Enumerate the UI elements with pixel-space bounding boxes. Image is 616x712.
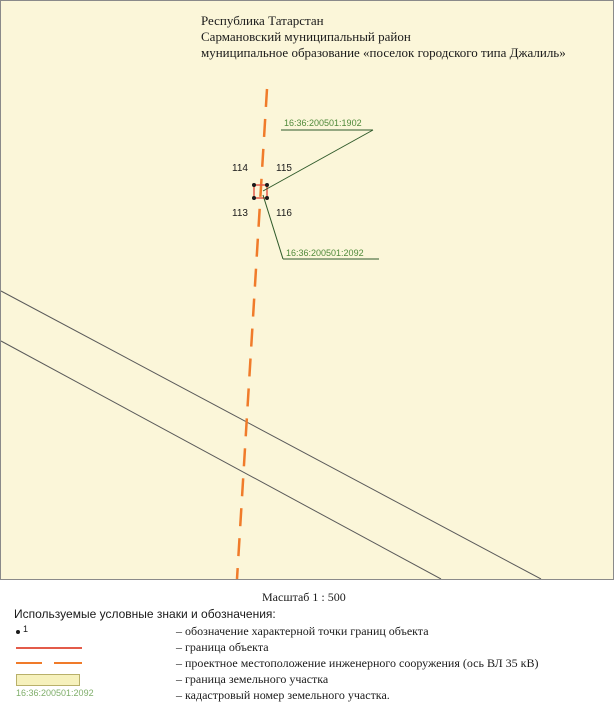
legend-desc-point: – обозначение характерной точки границ объекта [176, 624, 429, 638]
legend-cadastral-sample: 16:36:200501:2092 [16, 688, 94, 698]
legend-item-point [14, 624, 614, 639]
header-municipality: муниципальное образование «поселок городского типа Джалиль» [201, 45, 566, 60]
cadastral-number-1902: 16:36:200501:1902 [284, 118, 362, 128]
cadastral-number-2092: 16:36:200501:2092 [286, 248, 364, 258]
map-canvas[interactable] [1, 1, 613, 579]
point-label-114: 114 [232, 163, 248, 174]
legend-desc-cadastral-number: – кадастровый номер земельного участка. [176, 688, 390, 702]
boundary-point-114 [252, 183, 256, 187]
orange-dash-icon [16, 662, 42, 664]
boundary-point-113 [252, 196, 256, 200]
legend-desc-parcel-boundary: – граница земельного участка [176, 672, 329, 686]
point-icon [16, 630, 20, 634]
orange-dash-icon [54, 662, 82, 664]
legend-title: Используемые условные знаки и обозначения: [14, 607, 276, 621]
legend-point-number: 1 [23, 624, 29, 634]
legend-desc-object-boundary: – граница объекта [176, 640, 269, 654]
cadastral-leader-1902 [263, 130, 373, 191]
point-label-113: 113 [232, 208, 248, 219]
point-label-116: 116 [276, 208, 292, 219]
red-line-icon [16, 647, 82, 649]
legend-symbol-point [14, 624, 154, 639]
legend-desc-power-line-axis: – проектное местоположение инженерного сооружения (ось ВЛ 35 кВ) [176, 656, 539, 670]
map-scale: Масштаб 1 : 500 [262, 590, 346, 604]
boundary-point-115 [265, 183, 269, 187]
header-republic: Республика Татарстан [201, 13, 324, 28]
parcel-boundary-line [1, 291, 541, 579]
boundary-point-116 [265, 196, 269, 200]
legend-symbol-cadastral [14, 688, 154, 703]
point-label-115: 115 [276, 163, 292, 174]
legend-symbol-orange-dash [14, 656, 154, 671]
parcel-boundary-line [1, 341, 441, 579]
cadastral-leader-2092 [263, 195, 283, 259]
legend-symbol-red-line [14, 640, 154, 655]
legend-item-object-boundary [14, 640, 614, 655]
legend-item-parcel-boundary [14, 672, 614, 687]
header-district: Сармановский муниципальный район [201, 29, 411, 44]
legend-item-cadastral-number [14, 688, 614, 703]
legend-item-power-line-axis [14, 656, 614, 671]
legend-symbol-parcel [14, 672, 154, 687]
parcel-icon [16, 674, 80, 686]
